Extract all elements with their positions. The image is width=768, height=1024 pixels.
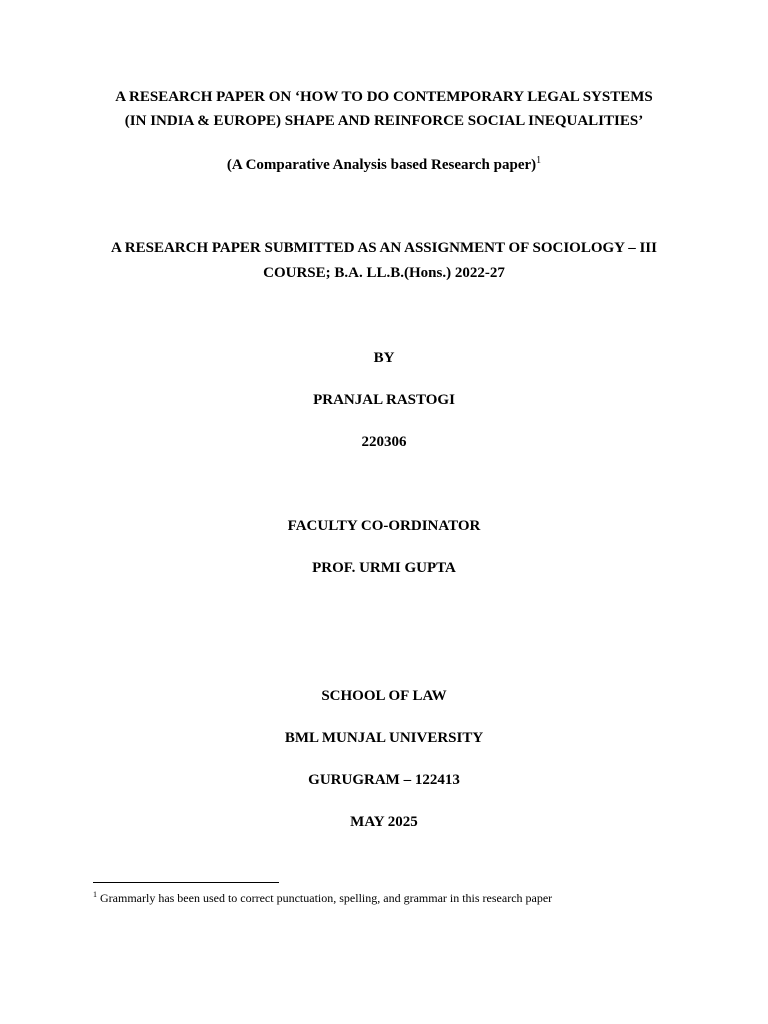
school-name: SCHOOL OF LAW: [321, 688, 447, 704]
roll-number: 220306: [361, 434, 407, 450]
footnote-divider: [93, 882, 279, 883]
location: GURUGRAM – 122413: [308, 772, 460, 788]
title-line-2: (IN INDIA & EUROPE) SHAPE AND REINFORCE SOCIAL INEQUALITIES’: [124, 113, 644, 129]
author-name: PRANJAL RASTOGI: [313, 392, 455, 408]
by-label: BY: [373, 350, 395, 366]
subtitle: [0, 155, 768, 175]
university-name: BML MUNJAL UNIVERSITY: [284, 730, 484, 746]
submission-line-1: A RESEARCH PAPER SUBMITTED AS AN ASSIGNMENT OF SOCIOLOGY – III: [111, 240, 657, 256]
footnote-reference[interactable]: 1: [536, 155, 542, 166]
faculty-label: FACULTY CO-ORDINATOR: [287, 518, 481, 534]
title-line-1: A RESEARCH PAPER ON ‘HOW TO DO CONTEMPORARY LEGAL SYSTEMS: [115, 89, 653, 105]
footnote: [93, 890, 552, 906]
footnote-text: Grammarly has been used to correct punctuation, spelling, and grammar in this research paper: [97, 891, 553, 905]
subtitle-text: (A Comparative Analysis based Research paper): [226, 157, 537, 173]
submission-date: MAY 2025: [350, 814, 418, 830]
submission-line-2: COURSE; B.A. LL.B.(Hons.) 2022-27: [263, 265, 505, 281]
faculty-name: PROF. URMI GUPTA: [312, 560, 456, 576]
footnote-number: 1: [93, 890, 97, 899]
